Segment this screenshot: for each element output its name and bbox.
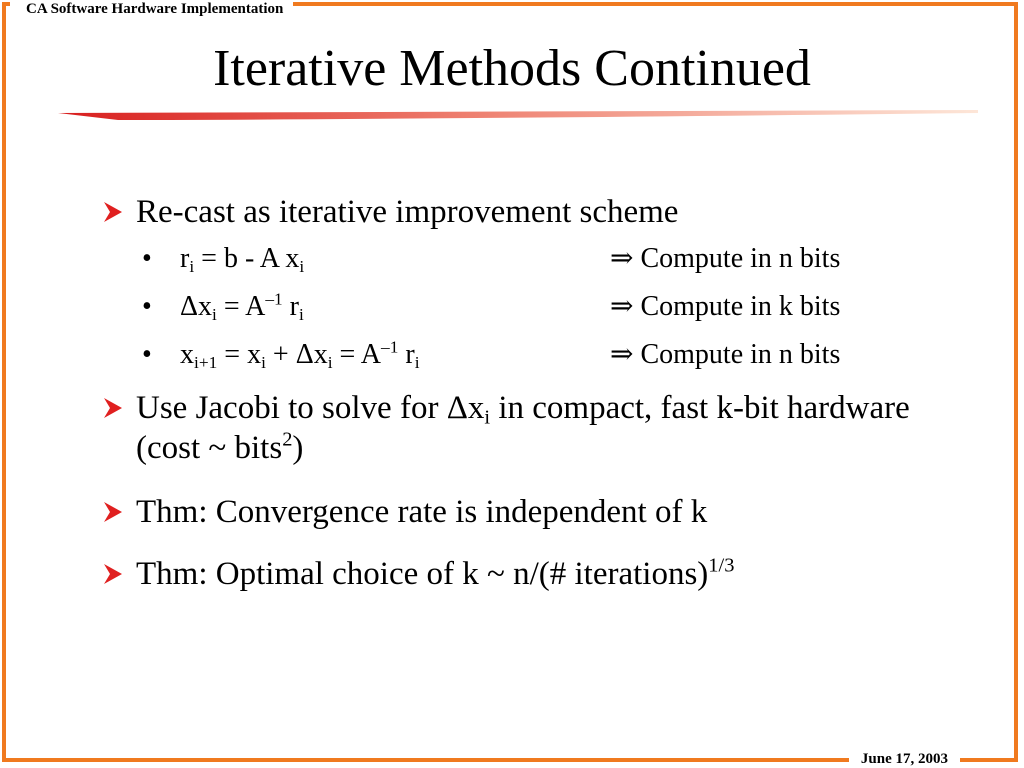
sub-bullet-dot: • bbox=[142, 339, 152, 370]
bullet-convergence bbox=[100, 492, 960, 532]
equation-lhs: $x_{i+1} = x_i + \Delta x_i = A^{-1}$ $r_i$ bbox=[180, 337, 420, 372]
sub-bullet-residual bbox=[100, 242, 960, 290]
bullet-recast bbox=[100, 192, 960, 232]
sub-bullet-correction bbox=[100, 290, 960, 338]
arrow-bullet-icon bbox=[100, 388, 128, 428]
equation-lhs: $\Delta x_i = A^{-1}$ $r_i$ bbox=[180, 289, 304, 324]
compute-note: ⇒ Compute in n bits bbox=[610, 243, 841, 274]
sub-bullet-dot: • bbox=[142, 243, 152, 274]
sub-bullet-dot: • bbox=[142, 291, 152, 322]
bullet-text: Re-cast as iterative improvement scheme bbox=[136, 194, 679, 230]
bullet-optimal-k bbox=[100, 554, 960, 594]
arrow-bullet-icon bbox=[100, 192, 128, 232]
header-label: CA Software Hardware Implementation bbox=[10, 0, 293, 18]
arrow-bullet-icon bbox=[100, 492, 128, 532]
slide-body bbox=[100, 192, 960, 594]
compute-note: ⇒ Compute in n bits bbox=[610, 339, 841, 370]
sub-bullet-update bbox=[100, 338, 960, 386]
slide-title: Iterative Methods Continued bbox=[213, 40, 811, 97]
bullet-text: Thm: Convergence rate is independent of k bbox=[136, 494, 708, 530]
footer-date: June 17, 2003 bbox=[849, 750, 960, 768]
arrow-bullet-icon bbox=[100, 554, 128, 594]
bullet-text: Thm: Optimal choice of k ~ n/(# iterations)$^{1/3}$ bbox=[136, 554, 735, 592]
title-underline bbox=[58, 108, 978, 122]
bullet-jacobi bbox=[100, 388, 960, 468]
bullet-text: Use Jacobi to solve for $\Delta x_i$ in compact, fast k-bit hardware (cost ~ bits$^2$) bbox=[136, 390, 910, 466]
equation-lhs: $r_i = b - A$ $x_i$ bbox=[180, 243, 305, 276]
compute-note: ⇒ Compute in k bits bbox=[610, 291, 841, 322]
